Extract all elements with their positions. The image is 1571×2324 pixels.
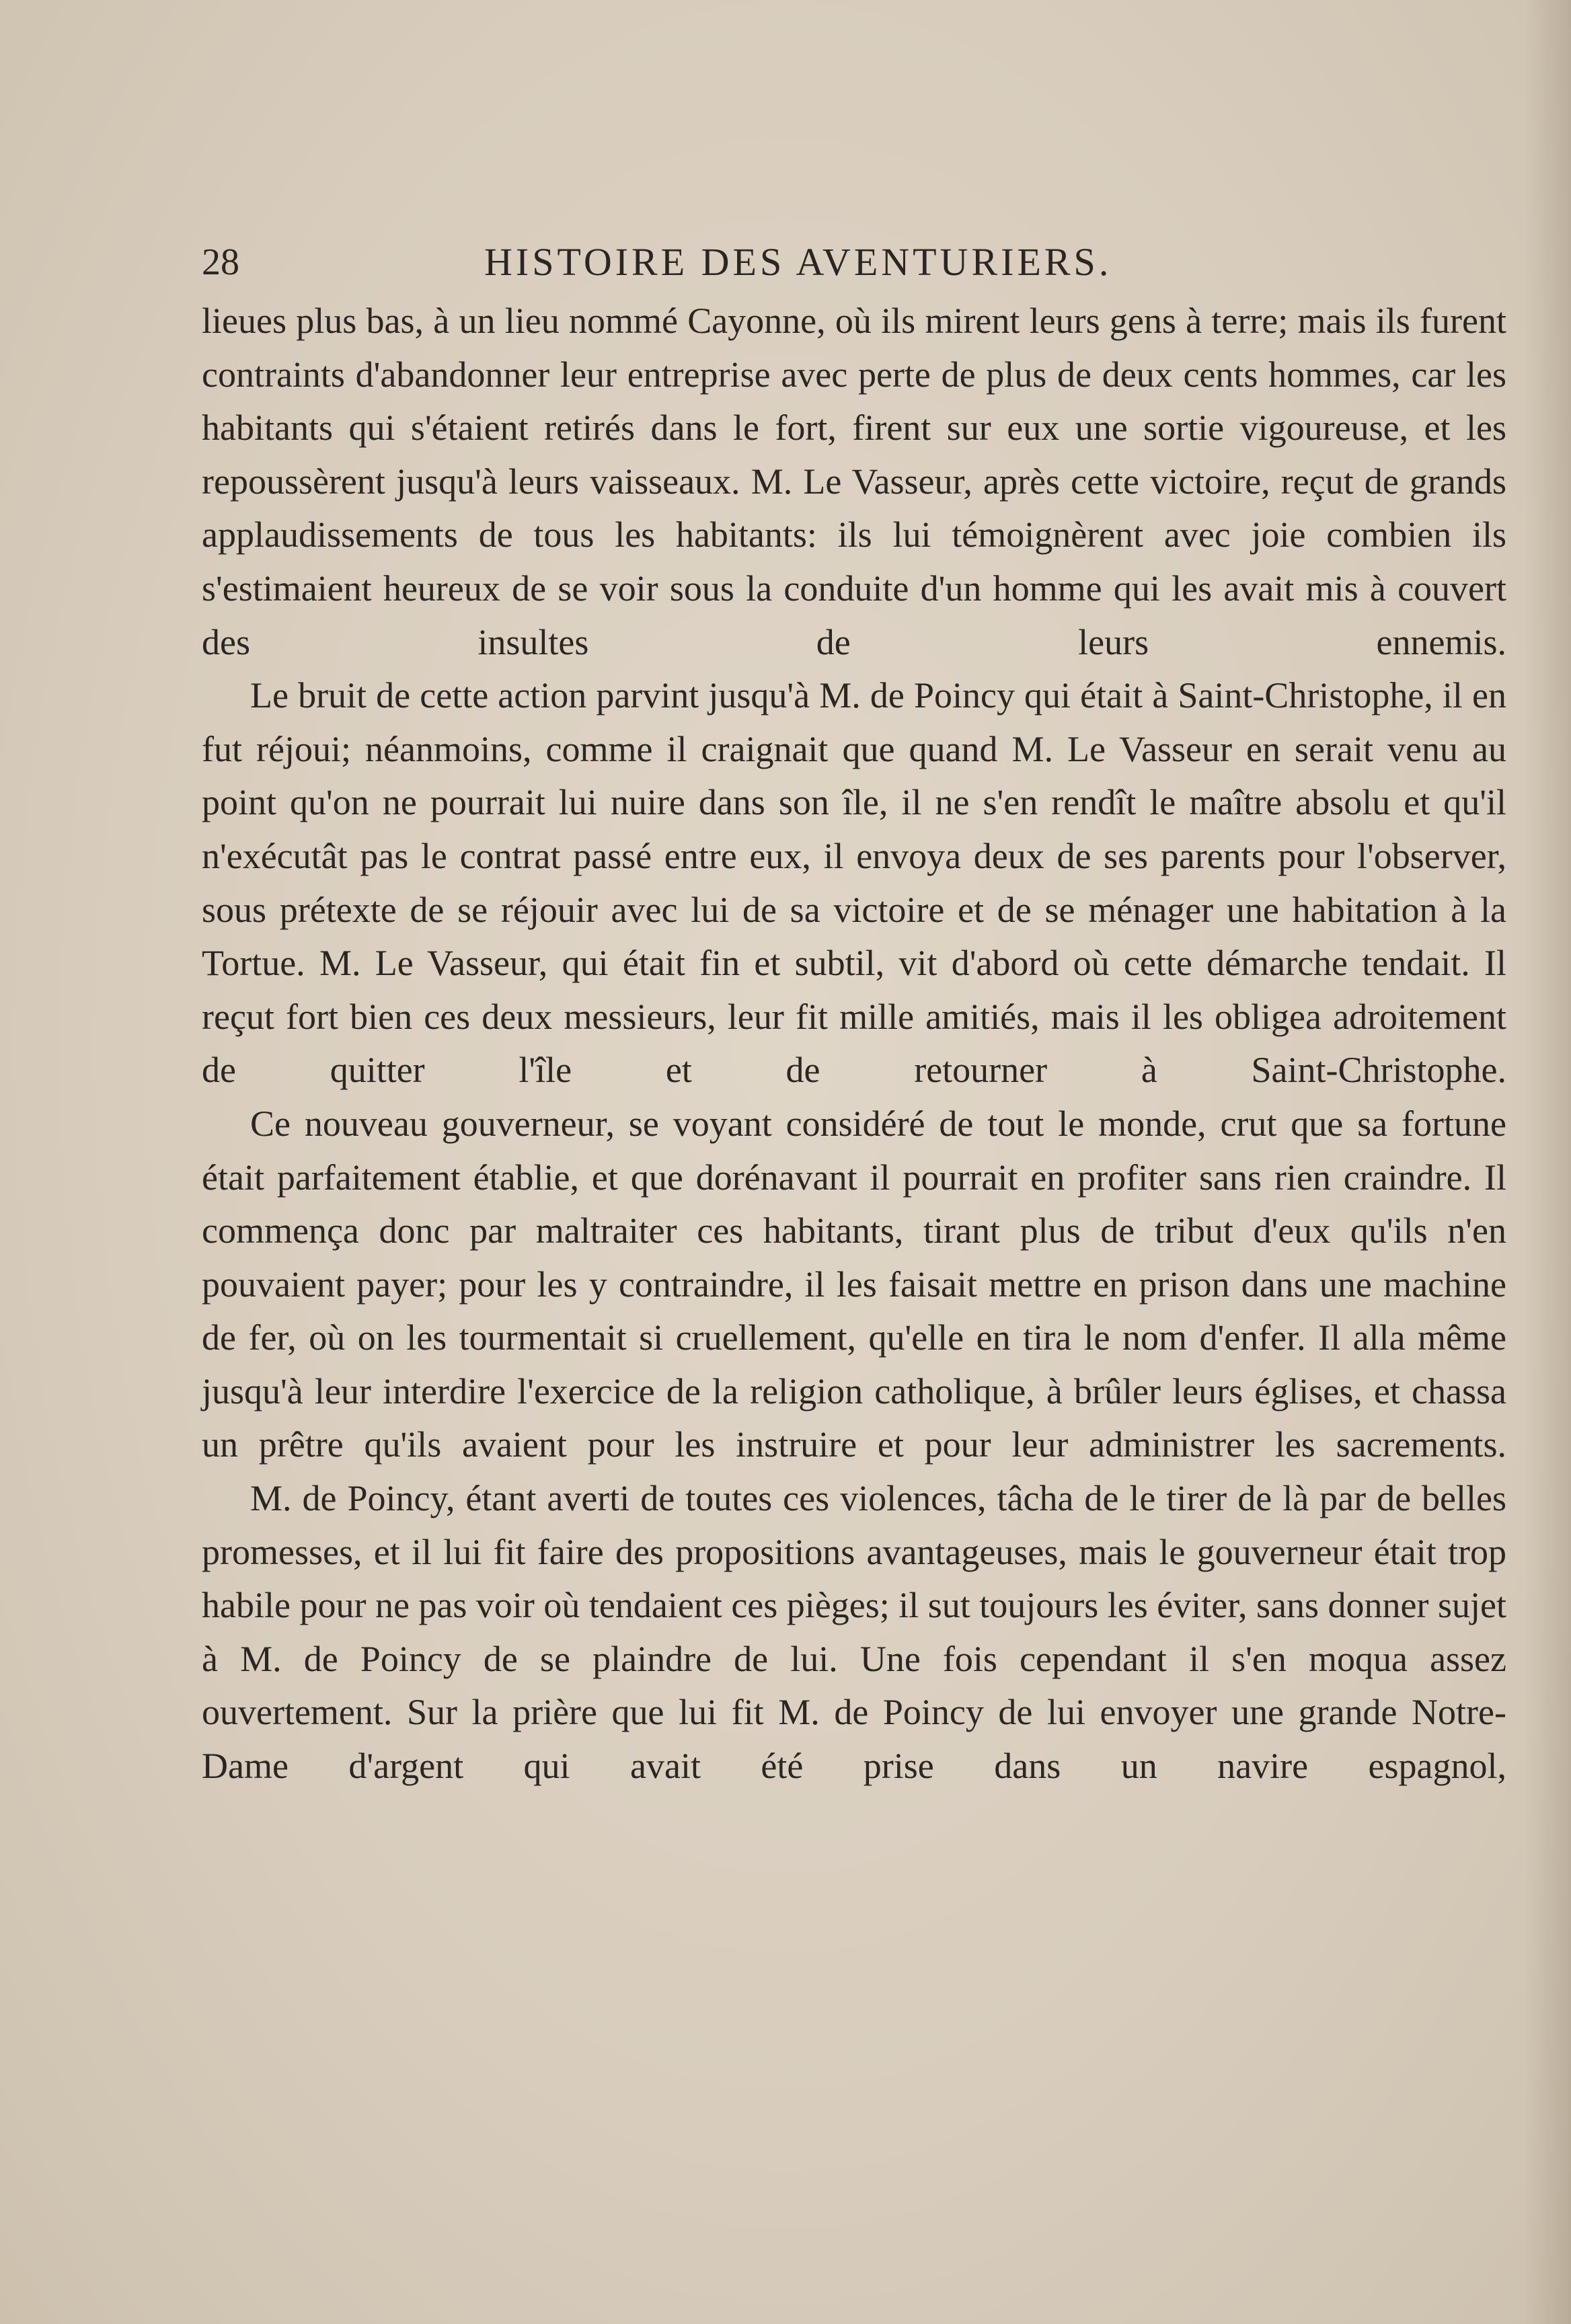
page-number: 28	[202, 241, 239, 283]
paragraph-3: Ce nouveau gouverneur, se voyant considéré de tout le monde, crut que sa fortune était parfaitement établie, et que dorénavant il pourrait en profiter sans rien craindre. Il commença donc par maltraiter ces habitants, tirant plus de tribut d'eux qu'ils n'en pouvaient payer; pour les y contraindre, il les faisait mettre en prison dans une machine de fer, où on les tourmentait si cruellement, qu'elle en tira le nom d'enfer. Il alla même jusqu'à leur interdire l'exercice de la religion catholique, à brûler leurs églises, et chassa un prêtre qu'ils avaient pour les instruire et pour leur administrer les sacrements.	[202, 1103, 1506, 1465]
paragraph-2: Le bruit de cette action parvint jusqu'à M. de Poincy qui était à Saint-Christophe, il en fut réjoui; néanmoins, comme il craignait que quand M. Le Vasseur en serait venu au point qu'on ne pourrait lui nuire dans son île, il ne s'en rendît le maître absolu et qu'il n'exécutât pas le contrat passé entre eux, il envoya deux de ses parents pour l'observer, sous prétexte de se réjouir avec lui de sa victoire et de se ménager une habitation à la Tortue. M. Le Vasseur, qui était fin et subtil, vit d'abord où cette démarche tendait. Il reçut fort bien ces deux messieurs, leur fit mille amitiés, mais il les obligea adroitement de quitter l'île et de retourner à Saint-Christophe.	[202, 675, 1506, 1091]
body-text	[202, 295, 1506, 1793]
page-edge-shadow	[1524, 0, 1571, 2324]
paragraph-1: lieues plus bas, à un lieu nommé Cayonne, où ils mirent leurs gens à terre; mais ils furent contraints d'abandonner leur entreprise avec perte de plus de deux cents hommes, car les habitants qui s'étaient retirés dans le fort, firent sur eux une sortie vigoureuse, et les repoussèrent jusqu'à leurs vaisseaux. M. Le Vasseur, après cette victoire, reçut de grands applaudissements de tous les habitants: ils lui témoignèrent avec joie combien ils s'estimaient heureux de se voir sous la conduite d'un homme qui les avait mis à couvert des insultes de leurs ennemis.	[202, 301, 1506, 662]
running-title: HISTOIRE DES AVENTURIERS.	[484, 240, 1112, 284]
paragraph-4: M. de Poincy, étant averti de toutes ces violences, tâcha de le tirer de là par de belles promesses, et il lui fit faire des propositions avantageuses, mais le gouverneur était trop habile pour ne pas voir où tendaient ces pièges; il sut toujours les éviter, sans donner sujet à M. de Poincy de se plaindre de lui. Une fois cependant il s'en moqua assez ouvertement. Sur la prière que lui fit M. de Poincy de lui envoyer une grande Notre-Dame d'argent qui avait été prise dans un navire espagnol,	[202, 1478, 1506, 1787]
page-header	[202, 232, 1184, 293]
